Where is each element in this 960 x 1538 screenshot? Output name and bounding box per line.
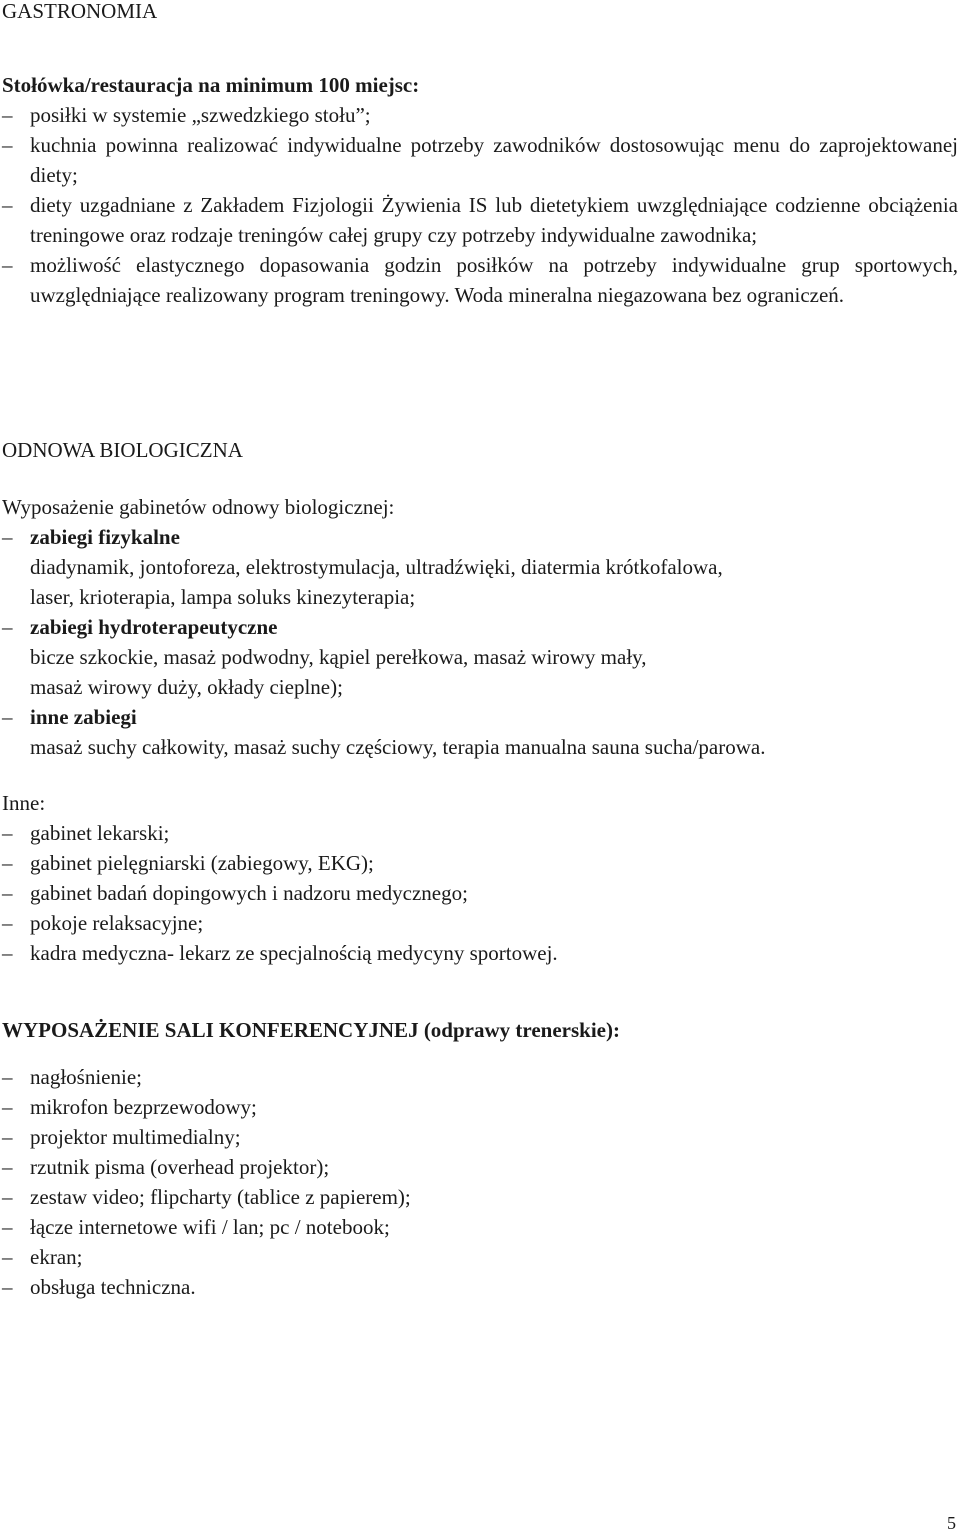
section-sala-konferencyjna (2, 1015, 958, 1045)
list-item (2, 848, 958, 878)
treatment-group-label: zabiegi hydroterapeutyczne (30, 615, 278, 639)
dash-bullet: – (2, 1185, 13, 1209)
list-item-text: kuchnia powinna realizować indywidualne potrzeby zawodników dostosowując menu do zaprojektowanej diety; (30, 133, 958, 187)
list-item-text: obsługa techniczna. (30, 1275, 196, 1299)
list-item-text: kadra medyczna- lekarz ze specjalnością medycyny sportowej. (30, 941, 558, 965)
section-subtitle: Wyposażenie gabinetów odnowy biologicznej: (2, 495, 395, 519)
dash-bullet: – (2, 253, 13, 277)
dash-bullet: – (2, 1065, 13, 1089)
list-item (2, 190, 958, 250)
dash-bullet: – (2, 821, 13, 845)
treatment-group (2, 612, 958, 642)
list-item-text: posiłki w systemie „szwedzkiego stołu”; (30, 103, 371, 127)
page-number: 5 (947, 1513, 956, 1533)
section-odnowa (2, 435, 958, 465)
section-title: WYPOSAŻENIE SALI KONFERENCYJNEJ (odprawy trenerskie): (2, 1018, 620, 1042)
section-gastronomia-body (2, 70, 958, 310)
list-item (2, 878, 958, 908)
treatment-group-label: zabiegi fizykalne (30, 525, 180, 549)
list-item (2, 1092, 958, 1122)
list-item (2, 1152, 958, 1182)
list-item (2, 130, 958, 190)
dash-bullet: – (2, 103, 13, 127)
treatment-group-line: bicze szkockie, masaż podwodny, kąpiel perełkowa, masaż wirowy mały, (30, 645, 647, 669)
list-item-text: projektor multimedialny; (30, 1125, 241, 1149)
dash-bullet: – (2, 1155, 13, 1179)
list-item (2, 908, 958, 938)
list-item (2, 1272, 958, 1302)
list-item-text: rzutnik pisma (overhead projektor); (30, 1155, 330, 1179)
section-sala-konferencyjna-body (2, 1062, 958, 1302)
dash-bullet: – (2, 1125, 13, 1149)
section-subtitle: Stołówka/restauracja na minimum 100 miejsc: (2, 73, 420, 97)
dash-bullet: – (2, 1095, 13, 1119)
dash-bullet: – (2, 1215, 13, 1239)
list-item (2, 818, 958, 848)
dash-bullet: – (2, 133, 13, 157)
list-item-text: możliwość elastycznego dopasowania godzin posiłków na potrzeby indywidualne grup sportowych, uwzględniające realizowany program treningowy. Woda mineralna niegazowana bez ograniczeń. (30, 253, 958, 307)
list-item (2, 1122, 958, 1152)
dash-bullet: – (2, 911, 13, 935)
treatment-group-line: masaż suchy całkowity, masaż suchy częściowy, terapia manualna sauna sucha/parowa. (30, 735, 766, 759)
list-item (2, 250, 958, 310)
list-item-text: diety uzgadniane z Zakładem Fizjologii Żywienia IS lub dietetykiem uwzględniające codzienne obciążenia treningowe oraz rodzaje treningów całej grupy czy potrzeby indywidualne zawodnika; (30, 193, 958, 247)
dash-bullet: – (2, 1275, 13, 1299)
list-item (2, 1242, 958, 1272)
section-title: GASTRONOMIA (2, 0, 158, 23)
dash-bullet: – (2, 851, 13, 875)
dash-bullet: – (2, 193, 13, 217)
treatment-group (2, 522, 958, 552)
dash-bullet: – (2, 941, 13, 965)
list-item (2, 100, 958, 130)
list-item-text: łącze internetowe wifi / lan; pc / notebook; (30, 1215, 390, 1239)
list-item-text: mikrofon bezprzewodowy; (30, 1095, 257, 1119)
list-item (2, 1212, 958, 1242)
list-item-text: pokoje relaksacyjne; (30, 911, 204, 935)
treatment-group-label: inne zabiegi (30, 705, 137, 729)
list-item-text: gabinet lekarski; (30, 821, 170, 845)
list-item (2, 1182, 958, 1212)
section-odnowa-body (2, 492, 958, 762)
list-item (2, 938, 958, 968)
section-inne (2, 788, 958, 818)
section-gastronomia (2, 0, 958, 26)
list-item-text: nagłośnienie; (30, 1065, 142, 1089)
treatment-group-line: diadynamik, jontoforeza, elektrostymulacja, ultradźwięki, diatermia krótkofalowa, (30, 555, 723, 579)
dash-bullet: – (2, 525, 13, 549)
section-title: Inne: (2, 791, 46, 815)
list-item-text: zestaw video; flipcharty (tablice z papierem); (30, 1185, 411, 1209)
dash-bullet: – (2, 615, 13, 639)
section-title: ODNOWA BIOLOGICZNA (2, 438, 243, 462)
list-item (2, 1062, 958, 1092)
list-item-text: ekran; (30, 1245, 83, 1269)
treatment-group-line: masaż wirowy duży, okłady cieplne); (30, 675, 343, 699)
dash-bullet: – (2, 705, 13, 729)
treatment-group (2, 702, 958, 732)
treatment-group-line: laser, krioterapia, lampa soluks kinezyterapia; (30, 585, 416, 609)
list-item-text: gabinet pielęgniarski (zabiegowy, EKG); (30, 851, 374, 875)
dash-bullet: – (2, 1245, 13, 1269)
list-item-text: gabinet badań dopingowych i nadzoru medycznego; (30, 881, 468, 905)
section-inne-body (2, 818, 958, 968)
dash-bullet: – (2, 881, 13, 905)
